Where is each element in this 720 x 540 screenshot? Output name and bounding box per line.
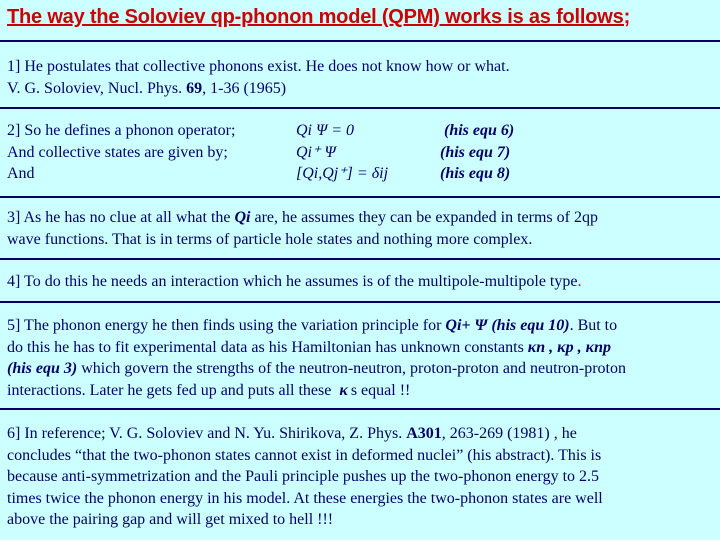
p4-line-1 xyxy=(7,271,713,293)
p6-line-3: because anti-symmetrization and the Pauli principle pushes up the two-phonon energy to 2.5 xyxy=(7,468,600,485)
divider xyxy=(0,258,720,260)
paragraph-2-equations xyxy=(296,120,436,185)
p3-line-1 xyxy=(7,207,713,229)
paragraph-6 xyxy=(7,423,713,531)
divider xyxy=(0,107,720,109)
p3-text-b: are, he assumes they can be expanded in terms of 2qp xyxy=(250,209,598,226)
p5-text: which govern the strengths of the neutron-neutron, proton-proton and neutron-proton xyxy=(77,360,626,377)
ref-text: V. G. Soloviev, Nucl. Phys. xyxy=(7,79,187,97)
p2-left-3: And xyxy=(7,165,35,182)
ref-volume: 69 xyxy=(186,79,203,97)
p6-text: 6] In reference; V. G. Soloviev and N. Yu. Shirikova, Z. Phys. xyxy=(7,425,407,442)
p6-line-4: times twice the phonon energy in his model. At these energies the two-phonon states are well xyxy=(7,489,603,507)
p6-line-2: concludes “that the two-phonon states cannot exist in deformed nuclei” (his abstract). This is xyxy=(7,446,602,464)
p5-text: do this he has to fit experimental data as his Hamiltonian has unknown constants xyxy=(7,338,528,356)
paragraph-1 xyxy=(7,56,713,99)
p5-line-1 xyxy=(7,315,713,337)
p5-line-3 xyxy=(7,358,713,380)
paragraph-2-equation-refs xyxy=(440,120,560,185)
divider xyxy=(0,301,720,303)
p5-text: 5] The phonon energy he then finds using the variation principle for xyxy=(7,317,446,334)
equation-ref-8: (his equ 8) xyxy=(440,165,511,182)
p5-text: interactions. Later he gets fed up and puts all these xyxy=(7,381,336,399)
kappa-symbol: κ xyxy=(339,381,348,399)
paragraph-5 xyxy=(7,315,713,401)
p6-line-5: above the pairing gap and will get mixed to hell !!! xyxy=(7,511,334,528)
equation-7: Qi⁺ Ψ xyxy=(296,143,336,161)
p1-line-1: 1] He postulates that collective phonons exist. He does not know how or what. xyxy=(7,58,510,75)
equation-ref-3: (his equ 3) xyxy=(7,360,78,377)
p6-line-1 xyxy=(7,423,713,445)
p5-text: s equal !! xyxy=(350,381,411,399)
p3-text-a: 3] As he has no clue at all what the xyxy=(7,209,235,226)
qi-symbol: Qi xyxy=(234,209,251,226)
ref-pages: , 1-36 (1965) xyxy=(202,79,287,97)
equation-ref-6: (his equ 6) xyxy=(444,122,515,139)
divider xyxy=(0,196,720,198)
ref-volume: A301 xyxy=(406,425,442,442)
equation-8: [Qi,Qj⁺] = δij xyxy=(296,165,389,182)
p2-left-1: 2] So he defines a phonon operator; xyxy=(7,122,236,139)
paragraph-4 xyxy=(7,271,713,293)
p4-text: 4] To do this he needs an interaction which he assumes is of the multipole-multipole type xyxy=(7,273,578,290)
p3-line-2: wave functions. That is in terms of particle hole states and nothing more complex. xyxy=(7,230,533,248)
page-title: The way the Soloviev qp-phonon model (QPM) works is as follows; xyxy=(7,6,631,28)
divider xyxy=(0,408,720,410)
p4-period: . xyxy=(577,273,582,290)
equation-10: Qi+ Ψ (his equ 10) xyxy=(445,317,570,334)
p2-left-2: And collective states are given by; xyxy=(7,143,228,161)
equation-ref-7: (his equ 7) xyxy=(440,143,511,161)
p6-text: , 263-269 (1981) , he xyxy=(441,425,577,442)
p1-reference xyxy=(7,78,713,100)
divider xyxy=(0,40,720,42)
paragraph-2-left xyxy=(7,120,292,185)
p5-line-4 xyxy=(7,380,713,402)
kappa-constants: κn , κp , κnp xyxy=(527,338,612,356)
p5-line-2 xyxy=(7,337,713,359)
equation-6: Qi Ψ = 0 xyxy=(296,122,355,139)
paragraph-3 xyxy=(7,207,713,250)
p5-text: . But to xyxy=(569,317,618,334)
